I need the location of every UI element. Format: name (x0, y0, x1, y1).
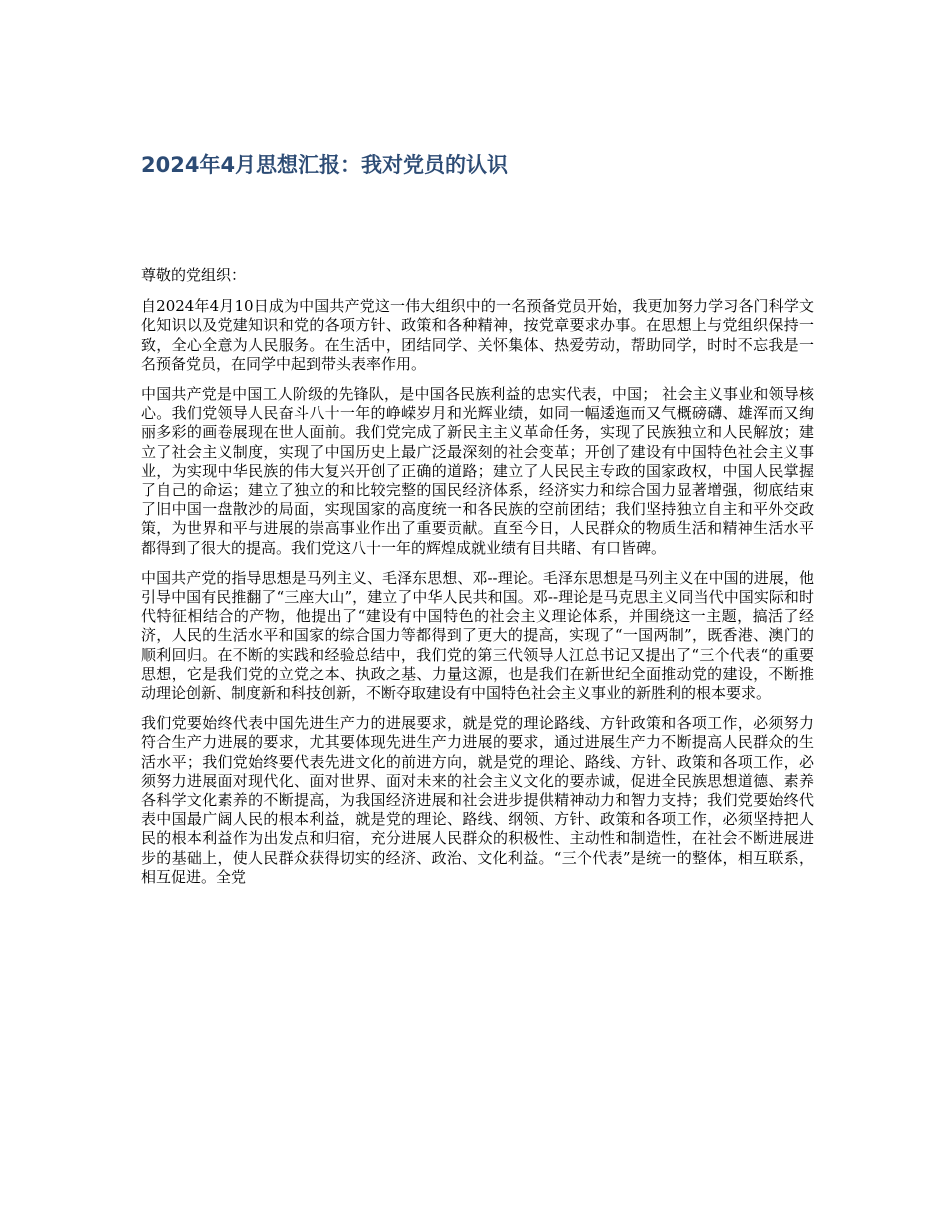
paragraph-1: 自2024年4月10日成为中国共产党这一伟大组织中的一名预备党员开始，我更加努力学习各门科学文化知识以及党建知识和党的各项方针、政策和各种精神，按党章要求办事。在思想上与党组织保持一致，全心全意为人民服务。在生活中，团结同学、关怀集体、热爱劳动，帮助同学，时时不忘我是一名预备党员，在同学中起到带头表率作用。 (141, 297, 814, 373)
paragraph-3: 中国共产党的指导思想是马列主义、毛泽东思想、邓--理论。毛泽东思想是马列主义在中国的进展，他引导中国有民推翻了“三座大山”，建立了中华人民共和国。邓--理论是马克思主义同当代中国实际和时代特征相结合的产物，他提出了“建设有中国特色的社会主义理论体系，并围绕这一主题，搞活了经济，人民的生活水平和国家的综合国力等都得到了更大的提高，实现了“一国两制”，既香港、澳门的顺利回归。在不断的实践和经验总结中，我们党的第三代领导人江总书记又提出了“三个代表“的重要思想，它是我们党的立党之本、执政之基、力量这源，也是我们在新世纪全面推动党的建设，不断推动理论创新、制度新和科技创新，不断夺取建设有中国特色社会主义事业的新胜利的根本要求。 (141, 568, 814, 703)
paragraph-4: 我们党要始终代表中国先进生产力的进展要求，就是党的理论路线、方针政策和各项工作，必须努力符合生产力进展的要求，尤其要体现先进生产力进展的要求，通过进展生产力不断提高人民群众的生活水平；我们党始终要代表先进文化的前进方向，就是党的理论、路线、方针、政策和各项工作，必须努力进展面对现代化、面对世界、面对未来的社会主义文化的要赤诚，促进全民族思想道德、素养各科学文化素养的不断提高，为我国经济进展和社会进步提供精神动力和智力支持；我们党要始终代表中国最广阔人民的根本利益，就是党的理论、路线、纲领、方针、政策和各项工作，必须坚持把人民的根本利益作为出发点和归宿，充分进展人民群众的积极性、主动性和制造性，在社会不断进展进步的基础上，使人民群众获得切实的经济、政治、文化利益。“三个代表”是统一的整体，相互联系，相互促进。全党 (141, 714, 814, 886)
document-body (141, 266, 814, 898)
paragraph-2: 中国共产党是中国工人阶级的先锋队，是中国各民族利益的忠实代表，中国； 社会主义事业和领导核心。我们党领导人民奋斗八十一年的峥嵘岁月和光辉业绩，如同一幅逶迤而又气概磅礴、雄浑而又绚丽多彩的画卷展现在世人面前。我们党完成了新民主主义革命任务，实现了民族独立和人民解放；建立了社会主义制度，实现了中国历史上最广泛最深刻的社会变革；开创了建设有中国特色社会主义事业，为实现中华民族的伟大复兴开创了正确的道路；建立了人民民主专政的国家政权，中国人民掌握了自己的命运；建立了独立的和比较完整的国民经济体系，经济实力和综合国力显著增强，彻底结束了旧中国一盘散沙的局面，实现国家的高度统一和各民族的空前团结；我们坚持独立自主和平外交政策，为世界和平与进展的崇高事业作出了重要贡献。直至今日，人民群众的物质生活和精神生活水平都得到了很大的提高。我们党这八十一年的辉煌成就业绩有目共睹、有口皆碑。 (141, 385, 814, 557)
salutation: 尊敬的党组织： (141, 266, 247, 284)
document-title: 2024年4月思想汇报：我对党员的认识 (141, 153, 509, 177)
